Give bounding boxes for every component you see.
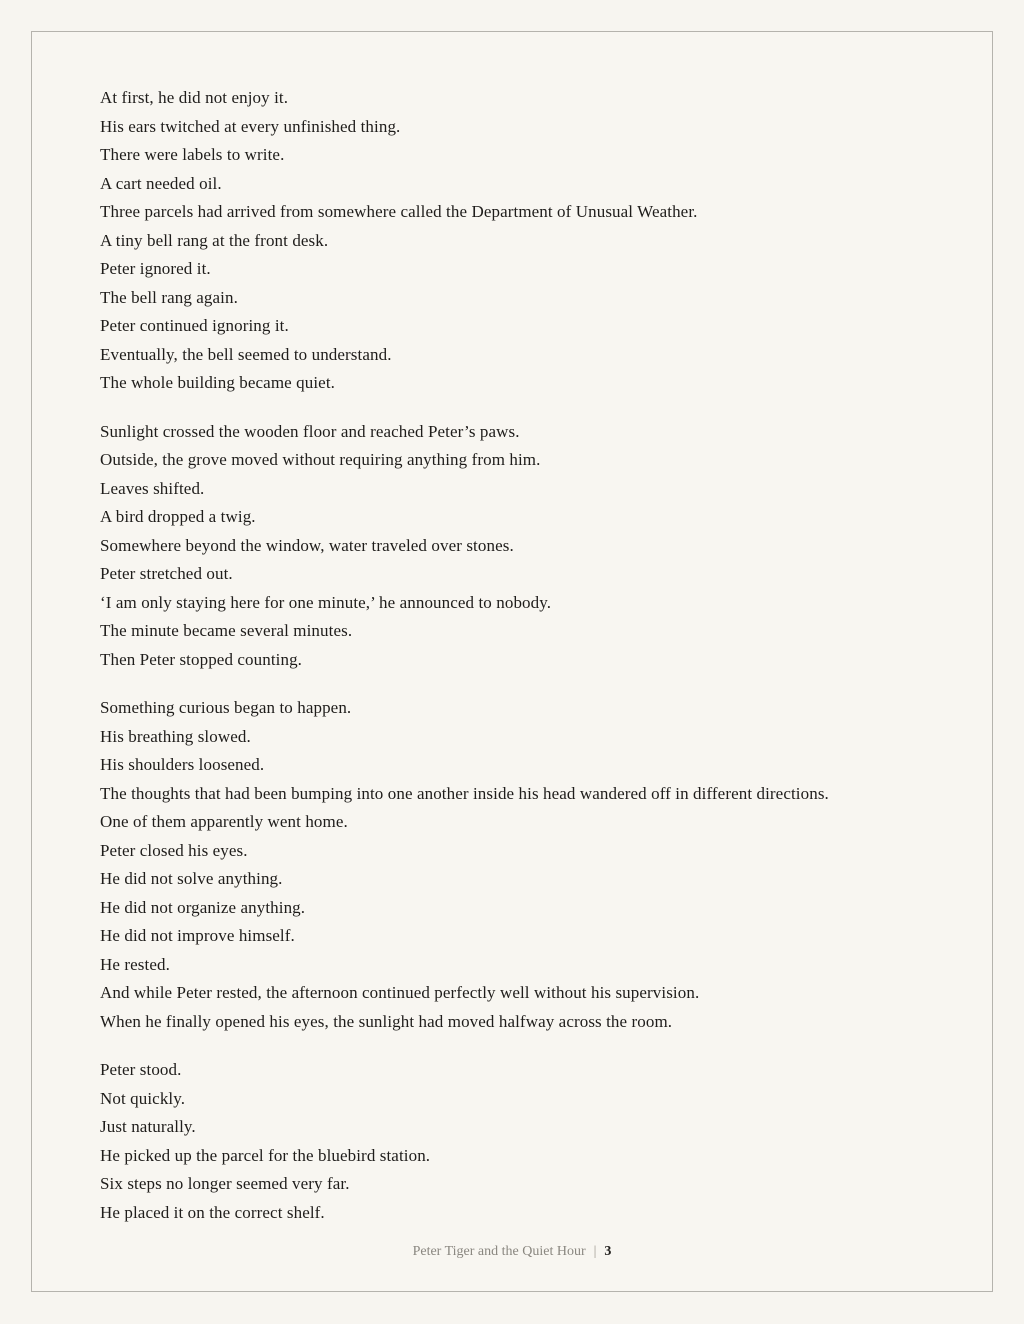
text-line: Peter stretched out. (100, 564, 233, 583)
text-line: One of them apparently went home. (100, 812, 348, 831)
text-line: Then Peter stopped counting. (100, 649, 303, 669)
text-line: He picked up the parcel for the bluebird station. (100, 1145, 431, 1165)
text-line: He did not improve himself. (100, 926, 295, 945)
paragraph-3 (100, 694, 960, 1036)
text-line: He did not solve anything. (100, 869, 283, 888)
page-number: 3 (604, 1244, 612, 1259)
text-line: Three parcels had arrived from somewhere called the Department of Unusual Weather. (100, 202, 698, 221)
paragraph-1 (100, 84, 960, 398)
text-line: Just naturally. (100, 1117, 196, 1136)
text-line: ‘I am only staying here for one minute,’ he announced to nobody. (100, 592, 552, 612)
text-line: Something curious began to happen. (100, 698, 352, 717)
text-line: And while Peter rested, the afternoon continued perfectly well without his supervision. (100, 983, 700, 1002)
text-line: The whole building became quiet. (100, 373, 335, 392)
story-text (100, 84, 960, 1247)
text-line: At first, he did not enjoy it. (100, 88, 289, 107)
footer-separator: | (593, 1244, 597, 1259)
paragraph-4 (100, 1056, 960, 1227)
text-line: The thoughts that had been bumping into one another inside his head wandered off in different directions. (100, 783, 829, 803)
text-line: Peter ignored it. (100, 259, 211, 278)
text-line: His breathing slowed. (100, 726, 251, 746)
text-line: Leaves shifted. (100, 478, 205, 498)
paragraph-2 (100, 418, 960, 675)
text-line: He rested. (100, 954, 170, 974)
text-line: Somewhere beyond the window, water traveled over stones. (100, 535, 514, 555)
text-line: The bell rang again. (100, 287, 238, 307)
text-line: Peter closed his eyes. (100, 840, 248, 860)
text-line: Eventually, the bell seemed to understand. (100, 344, 392, 364)
text-line: He placed it on the correct shelf. (100, 1202, 325, 1222)
text-line: A bird dropped a twig. (100, 507, 256, 526)
text-line: Six steps no longer seemed very far. (100, 1174, 350, 1193)
text-line: The minute became several minutes. (100, 621, 353, 640)
text-line: Sunlight crossed the wooden floor and reached Peter’s paws. (100, 421, 520, 441)
text-line: He did not organize anything. (100, 897, 306, 917)
text-line: Outside, the grove moved without requiring anything from him. (100, 450, 541, 469)
page-footer (0, 1242, 1024, 1262)
text-line: His ears twitched at every unfinished thing. (100, 116, 401, 136)
text-line: His shoulders loosened. (100, 755, 265, 774)
text-line: Not quickly. (100, 1088, 186, 1108)
text-line: Peter continued ignoring it. (100, 316, 289, 335)
text-line: There were labels to write. (100, 145, 285, 164)
book-title: Peter Tiger and the Quiet Hour (412, 1244, 586, 1259)
text-line: When he finally opened his eyes, the sunlight had moved halfway across the room. (100, 1011, 673, 1031)
text-line: A tiny bell rang at the front desk. (100, 230, 329, 250)
text-line: A cart needed oil. (100, 173, 222, 193)
text-line: Peter stood. (100, 1060, 182, 1079)
